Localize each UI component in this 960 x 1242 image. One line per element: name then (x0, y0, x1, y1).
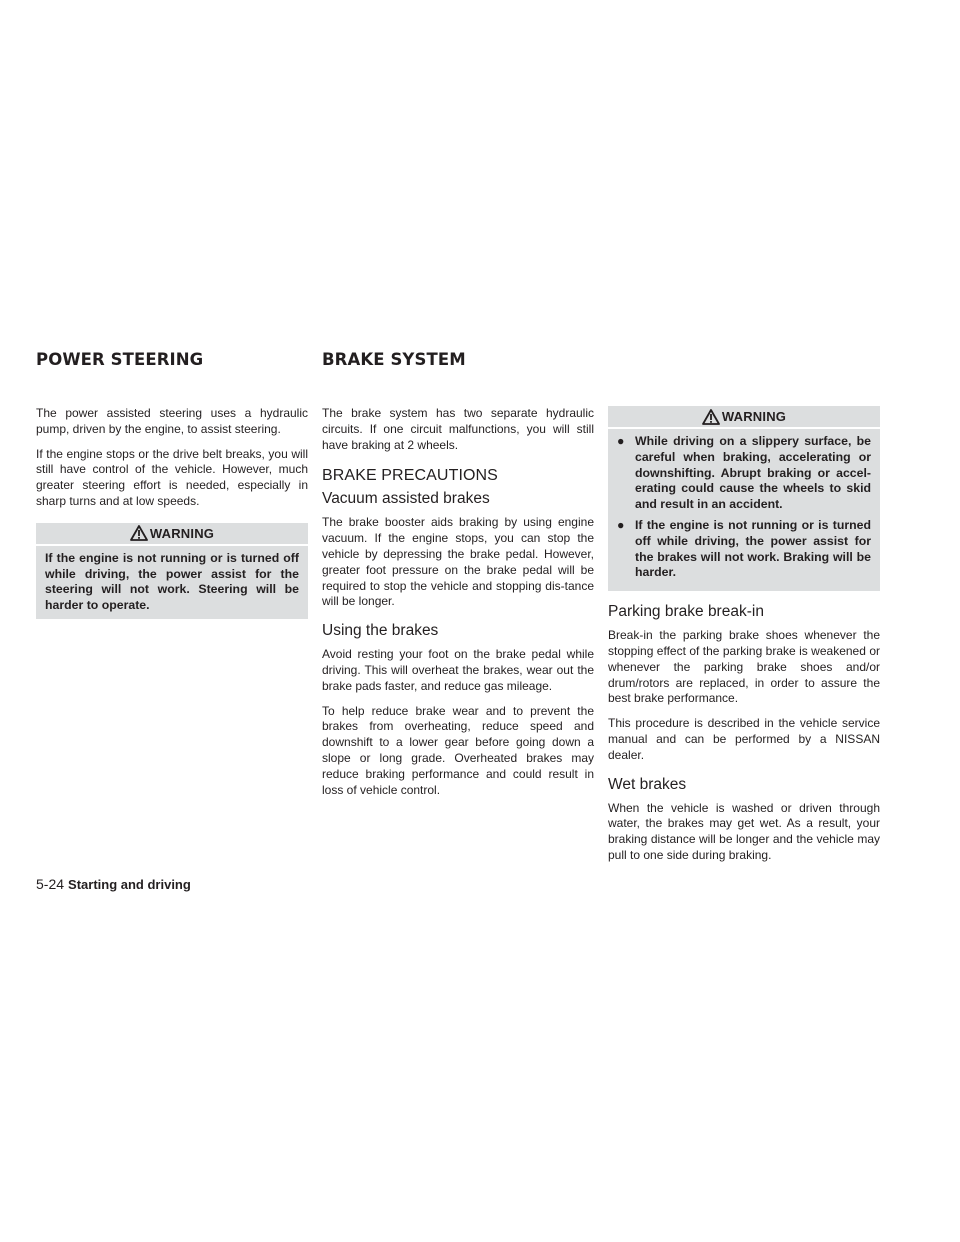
warning-header (608, 406, 880, 429)
power-steering-warning-text: If the engine is not running or is turned off while driving, the power assist for the steering will not work. Steering will be harder to operate. (45, 550, 299, 613)
chapter-title: Starting and driving (68, 877, 191, 892)
vacuum-assisted-brakes-heading: Vacuum assisted brakes (322, 490, 490, 508)
warning-triangle-icon (130, 525, 148, 541)
brake-warning-column (608, 406, 880, 873)
bullet-icon: ● (617, 434, 625, 448)
parking-brake-paragraph-2: This procedure is described in the vehicle service manual and can be performed by a NISSAN dealer. (608, 716, 880, 762)
brake-warning-list (617, 434, 871, 581)
power-steering-column (36, 406, 308, 619)
list-item (617, 518, 871, 581)
power-steering-heading: POWER STEERING (36, 350, 204, 369)
warning-item-text: While driving on a slippery surface, be careful when braking, accelerating or downshifting. Abrupt braking or accel-erating could cause the wheels to skid and result in an accident. (635, 434, 871, 512)
vacuum-assisted-brakes-text: The brake booster aids braking by using engine vacuum. If the engine stops, you can stop the vehicle by depressing the brake pedal. However, greater foot pressure on the brake pedal will be required to stop the vehicle and stopping dis-tance will be longer. (322, 515, 594, 609)
brake-precautions-heading: BRAKE PRECAUTIONS (322, 467, 498, 485)
brake-system-heading: BRAKE SYSTEM (322, 350, 466, 369)
brake-warning-box (608, 406, 880, 591)
power-steering-paragraph-1: The power assisted steering uses a hydraulic pump, driven by the engine, to assist steering. (36, 406, 308, 436)
wet-brakes-heading: Wet brakes (608, 775, 687, 793)
page-footer (36, 876, 191, 892)
power-steering-paragraph-2: If the engine stops or the drive belt breaks, you will still have control of the vehicle. However, much greater steering effort is needed, especially in sharp turns and at low speeds. (36, 446, 308, 508)
using-the-brakes-heading: Using the brakes (322, 622, 439, 640)
warning-item-text: If the engine is not running or is turned off while driving, the power assist for the brakes will not work. Braking will be harder. (635, 517, 871, 580)
wet-brakes-text: When the vehicle is washed or driven through water, the brakes may get wet. As a result, your braking distance will be longer and the vehicle may pull to one side during braking. (608, 800, 880, 862)
using-the-brakes-paragraph-1: Avoid resting your foot on the brake pedal while driving. This will overheat the brakes, wear out the brake pads faster, and reduce gas mileage. (322, 647, 594, 693)
warning-label: WARNING (721, 409, 787, 424)
page-number: 5-24 (36, 876, 65, 892)
using-the-brakes-paragraph-2: To help reduce brake wear and to prevent the brakes from overheating, reduce speed and downshift to a lower gear before going down a slope or long grade. Overheated brakes may reduce braking performance and could result in loss of vehicle control. (322, 703, 594, 797)
warning-triangle-icon (702, 409, 720, 425)
warning-label: WARNING (149, 525, 215, 541)
brake-system-intro: The brake system has two separate hydraulic circuits. If one circuit malfunctions, you will still have braking at 2 wheels. (322, 406, 594, 452)
power-steering-warning-box (36, 523, 308, 619)
bullet-icon: ● (617, 517, 625, 532)
warning-header (36, 523, 308, 546)
parking-brake-paragraph-1: Break-in the parking brake shoes whenever the stopping effect of the parking brake is weakened or whenever the parking brake shoes and/or drum/rotors are replaced, in order to assure the best brake performance. (608, 628, 880, 706)
list-item (617, 434, 871, 513)
brake-system-column (322, 406, 594, 807)
parking-brake-break-in-heading: Parking brake break-in (608, 603, 764, 621)
